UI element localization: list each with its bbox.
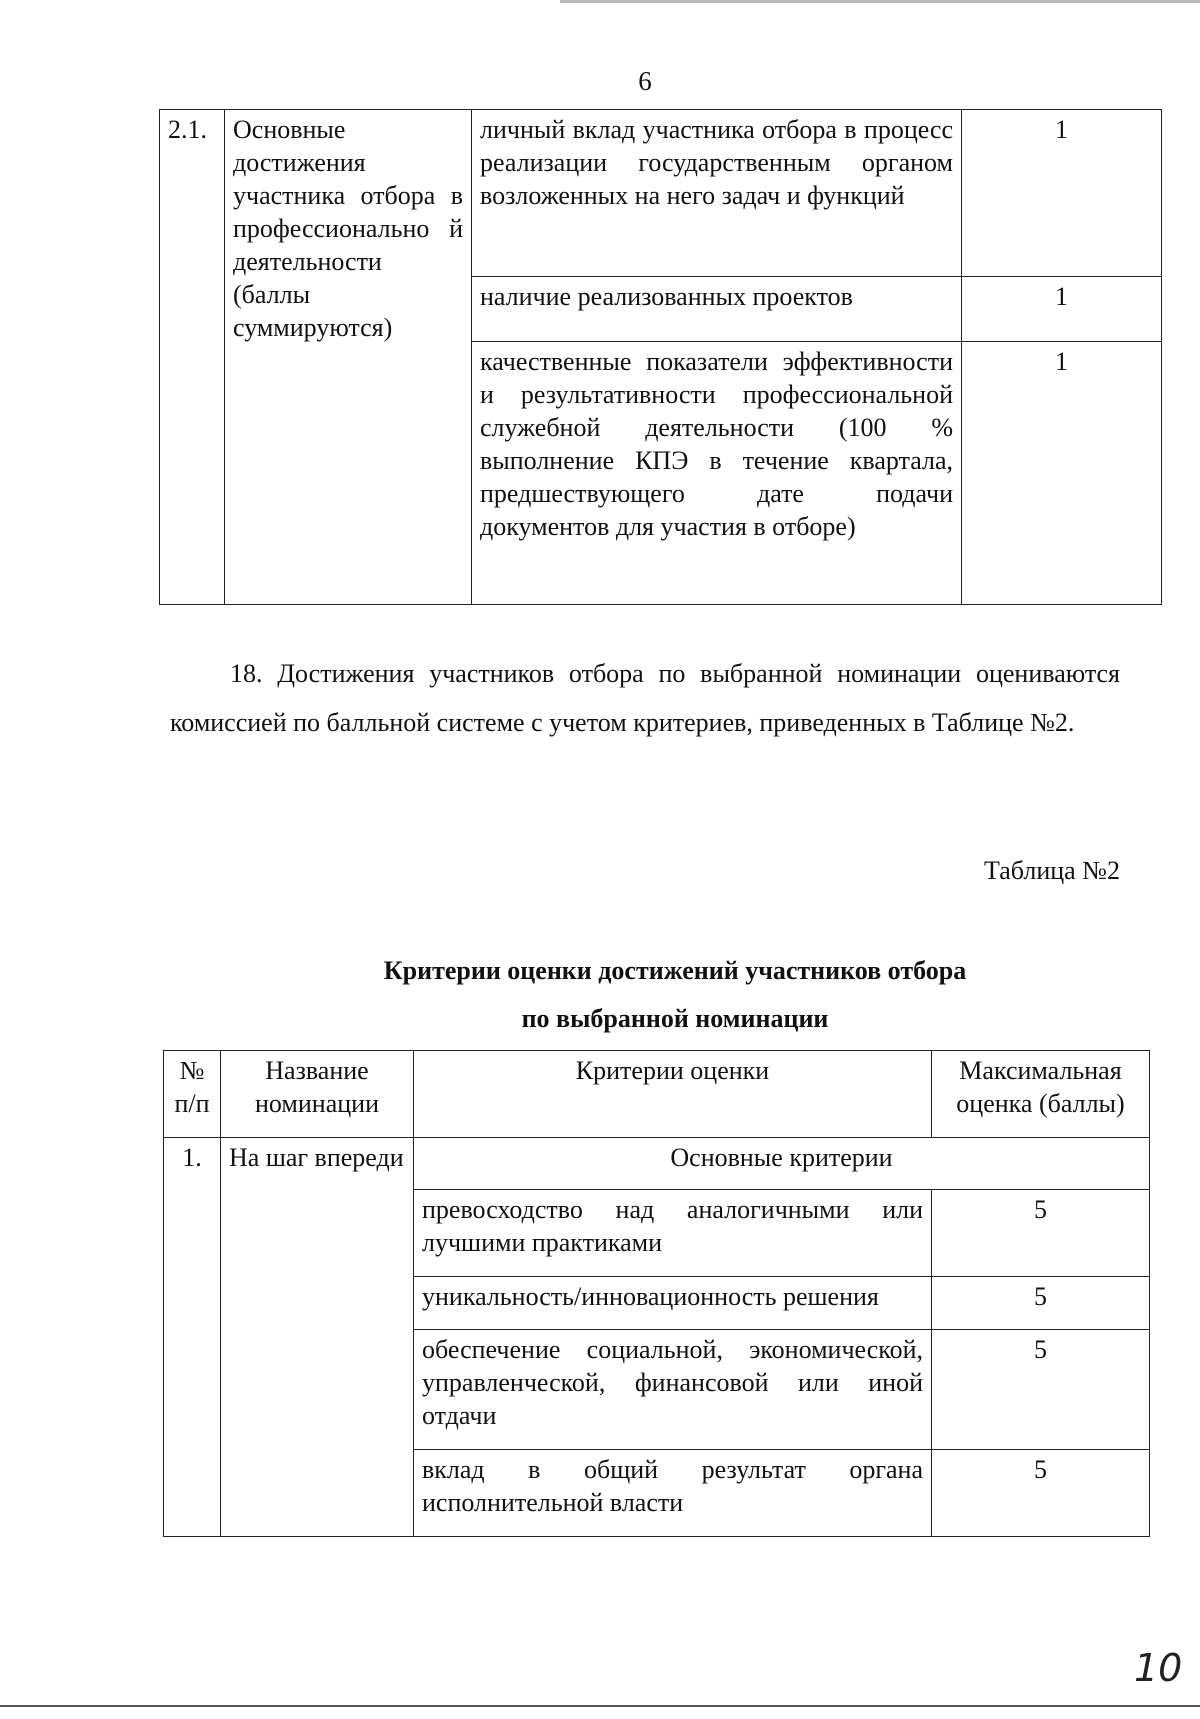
header-criteria: Критерии оценки [414, 1051, 932, 1138]
handwritten-page-number: 10 [1134, 1646, 1183, 1690]
criterion-cell: личный вклад участника отбора в процесс реализации государственным органом возложенных на него задач и функций [472, 110, 962, 277]
criterion-cell: превосходство над аналогичными или лучшими практиками [414, 1190, 932, 1277]
score-cell: 5 [932, 1190, 1150, 1277]
score-cell: 1 [962, 342, 1162, 605]
row-number: 1. [164, 1138, 221, 1537]
criterion-cell: уникальность/инновационность решения [414, 1277, 932, 1330]
table-header-row [164, 1051, 1150, 1138]
scan-bottom-edge [0, 1705, 1200, 1707]
score-cell: 1 [962, 110, 1162, 277]
score-cell: 5 [932, 1330, 1150, 1450]
nomination-name: На шаг впереди [221, 1138, 414, 1537]
score-cell: 5 [932, 1450, 1150, 1537]
page-number: 6 [638, 66, 652, 96]
criteria-table-continuation [159, 109, 1162, 605]
score-cell: 1 [962, 277, 1162, 342]
paragraph-18-text: 18. Достижения участников отбора по выбранной номинации оцениваются комиссией по балльной системе с учетом критериев, приведенных в Таблице №2. [170, 659, 1120, 737]
table-row [160, 110, 1162, 277]
table-title [0, 947, 1200, 1043]
row-number: 2.1. [160, 110, 225, 605]
criterion-cell: качественные показатели эффективности и результативности профессиональной служебной деятельности (100 % выполнение КПЭ в течение квартала, предшествующего дате подачи документов для участия в отборе) [472, 342, 962, 605]
criterion-cell: наличие реализованных проектов [472, 277, 962, 342]
table-caption: Таблица №2 [983, 856, 1120, 885]
criteria-table-2 [163, 1050, 1150, 1537]
header-num: № п/п [164, 1051, 221, 1138]
scan-top-edge [560, 0, 1200, 3]
section-heading: Основные критерии [414, 1138, 1150, 1190]
paragraph-18 [170, 649, 1120, 747]
criterion-cell: обеспечение социальной, экономической, управленческой, финансовой или иной отдачи [414, 1330, 932, 1450]
table-title-line-2: по выбранной номинации [521, 1004, 829, 1033]
score-cell: 5 [932, 1277, 1150, 1330]
nomination-name: Основные достижения участника отбора в профессионально й деятельности (баллы суммируются) [225, 110, 472, 605]
header-max: Максимальная оценка (баллы) [932, 1051, 1150, 1138]
table-title-line-1: Критерии оценки достижений участников отбора [383, 956, 967, 985]
criterion-cell: вклад в общий результат органа исполнительной власти [414, 1450, 932, 1537]
table-row [164, 1138, 1150, 1190]
header-name: Название номинации [221, 1051, 414, 1138]
